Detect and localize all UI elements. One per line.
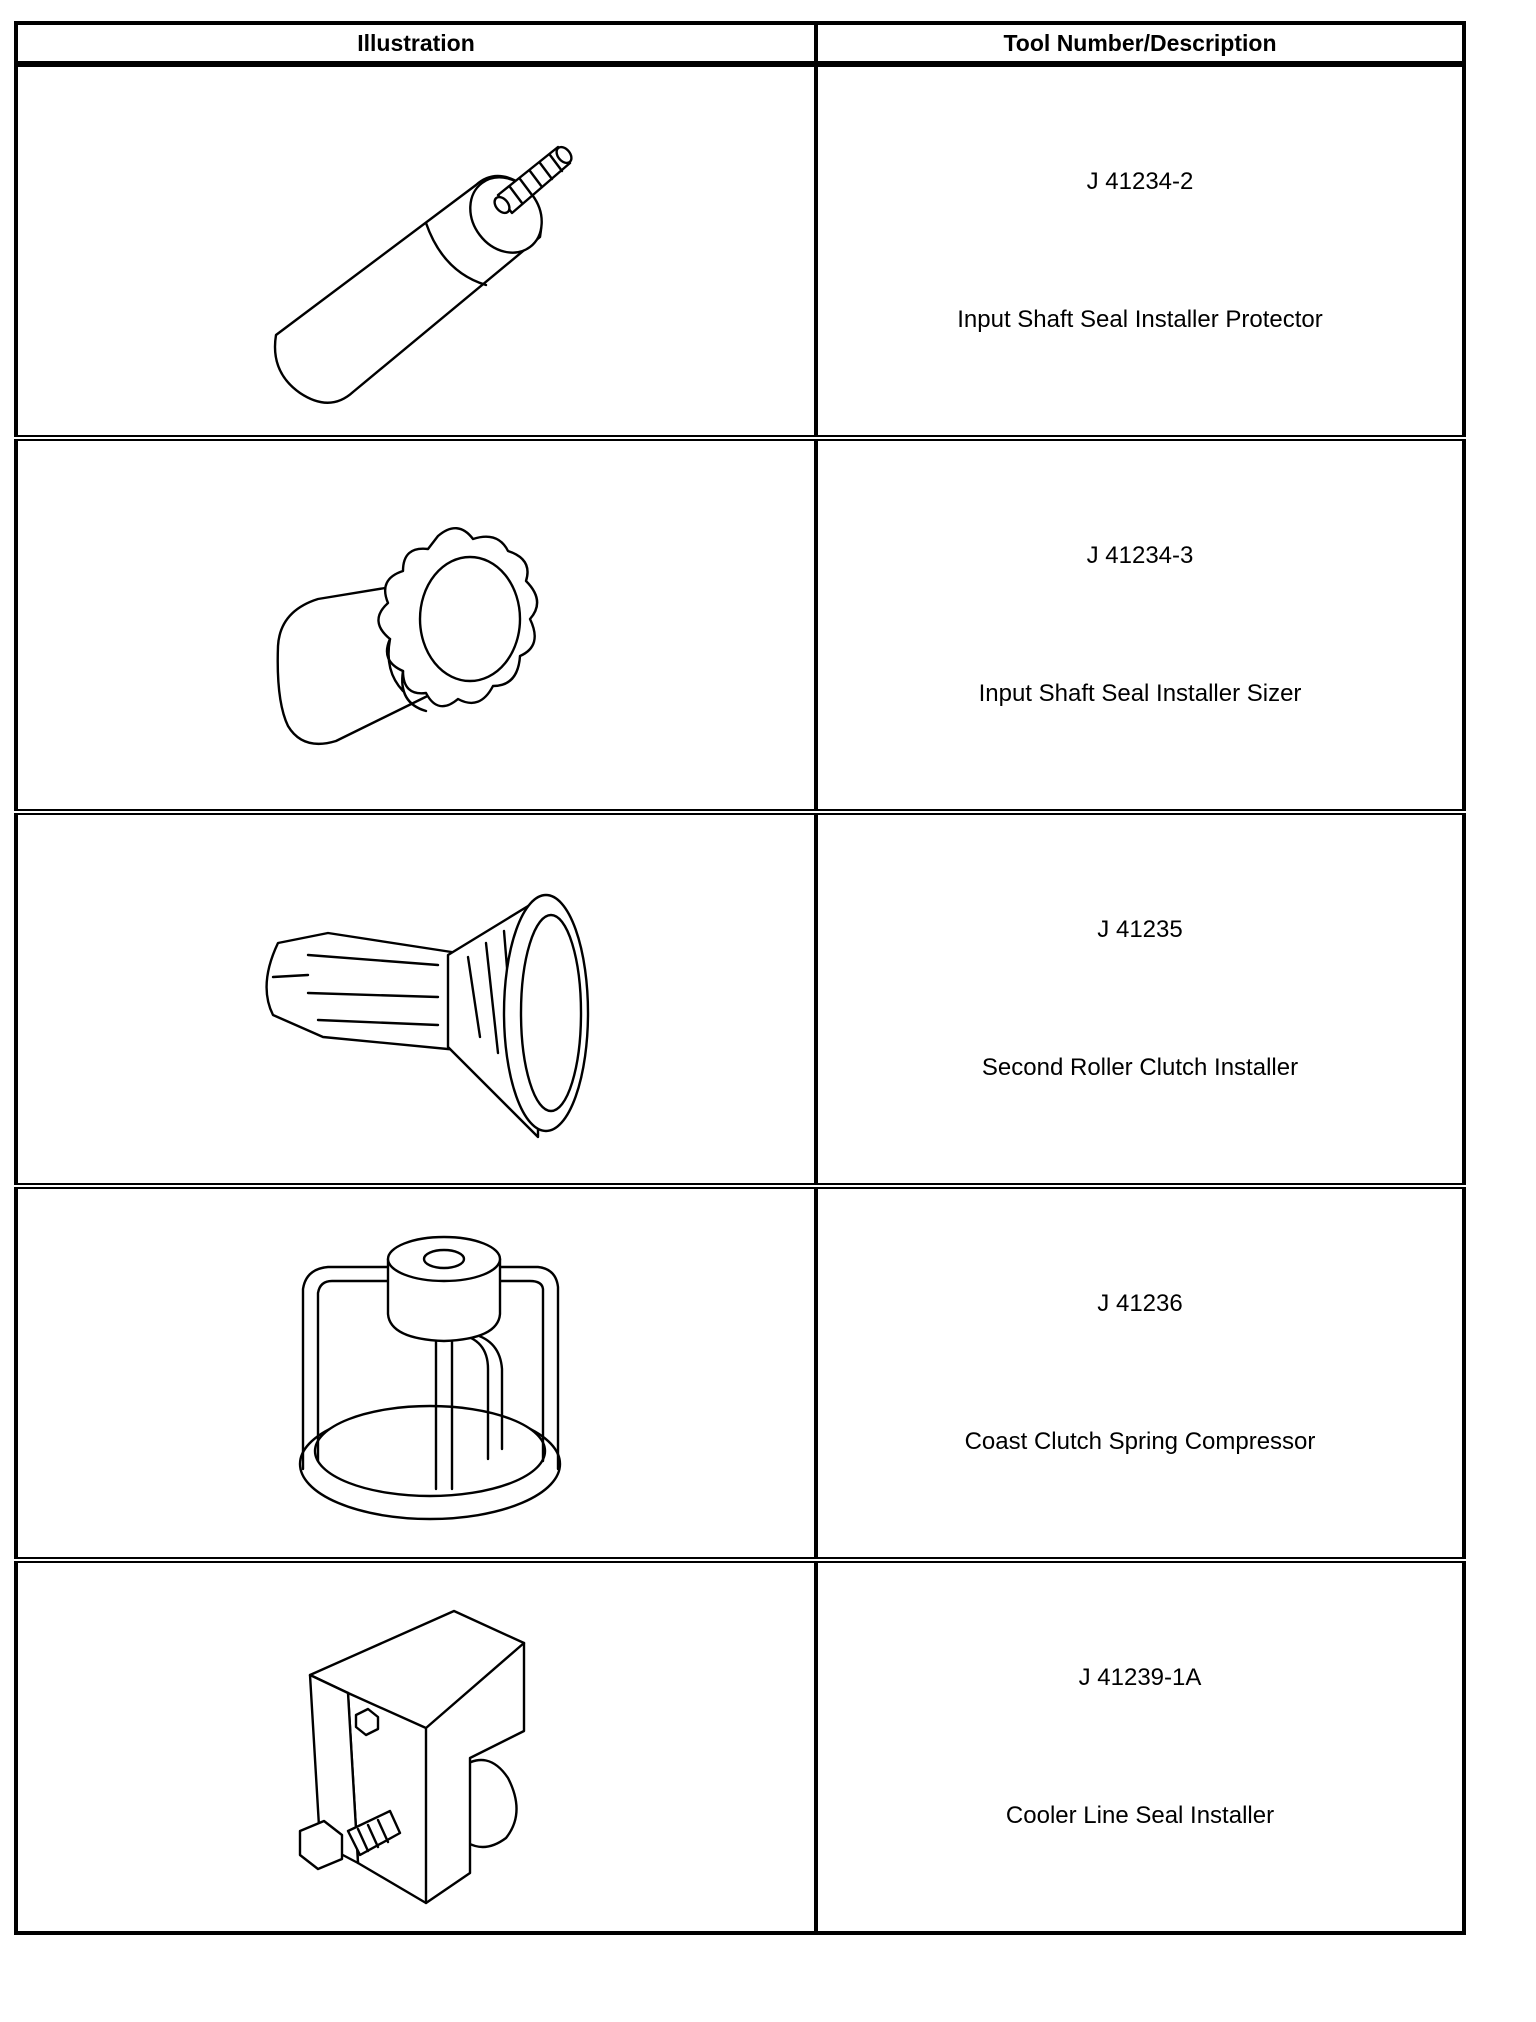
table-row [16,1560,1464,1933]
illustration-cell [16,812,816,1186]
table-row [16,1186,1464,1560]
cooler-line-seal-installer-icon [18,1563,818,1931]
tool-description: Cooler Line Seal Installer [1005,1802,1275,1829]
tool-number: J 41235 [1097,916,1183,943]
table-row [16,64,1464,438]
tool-cell [816,1186,1464,1560]
roller-clutch-installer-icon [18,815,818,1183]
tool-cell [816,812,1464,1186]
table-row [16,438,1464,812]
tools-table [14,21,1466,1935]
illustration-cell [16,438,816,812]
table-header-row [16,23,1464,64]
illustration-column-header: Illustration [16,23,816,64]
tool-description: Second Roller Clutch Installer [981,1054,1299,1081]
tool-cell [816,1560,1464,1933]
illustration-cell [16,1186,816,1560]
tool-number: J 41239-1A [1078,1664,1202,1691]
tool-column-header: Tool Number/Description [816,23,1464,64]
tool-number: J 41234-3 [1086,542,1194,569]
tool-description: Coast Clutch Spring Compressor [964,1428,1316,1455]
illustration-cell [16,64,816,438]
spring-compressor-icon [18,1189,818,1557]
tool-number: J 41236 [1097,1290,1183,1317]
tool-cell [816,64,1464,438]
tool-number: J 41234-2 [1086,168,1194,195]
table-row [16,812,1464,1186]
seal-installer-protector-icon [18,67,818,435]
tool-description: Input Shaft Seal Installer Sizer [978,680,1302,707]
tool-description: Input Shaft Seal Installer Protector [957,306,1323,333]
illustration-cell [16,1560,816,1933]
seal-installer-sizer-icon [18,441,818,809]
tool-cell [816,438,1464,812]
